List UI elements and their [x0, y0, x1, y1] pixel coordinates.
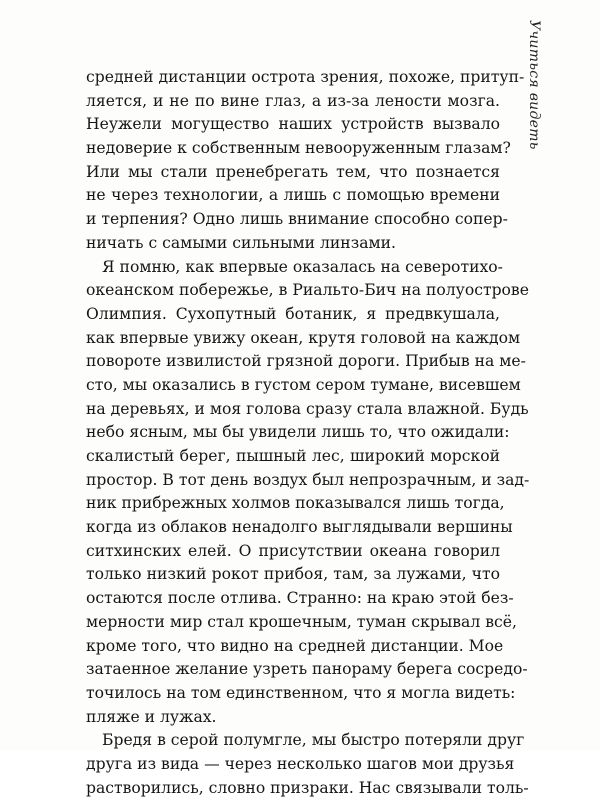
body-text	[86, 66, 530, 800]
paragraph-2	[86, 256, 530, 730]
text-line: пляже и лужах.	[86, 707, 217, 726]
text-line: друга из вида — через несколько шагов мои друзья	[86, 754, 515, 773]
text-line: не через технологии, а лишь с помощью времени	[86, 186, 500, 205]
text-line: сто, мы оказались в густом сером тумане, висевшем	[86, 375, 521, 394]
paragraph-3	[86, 729, 529, 800]
text-line: простор. В тот день воздух был непрозрачным, и зад-	[86, 470, 530, 489]
text-line: кроме того, что видно на средней дистанции. Мое	[86, 636, 504, 655]
text-line: небо ясным, мы бы увидели лишь то, что ожидали:	[86, 423, 510, 442]
text-line: повороте извилистой грязной дороги. Прибыв на ме-	[86, 352, 526, 371]
text-line: как впервые увижу океан, крутя головой на каждом	[86, 328, 521, 347]
text-line: океанском побережье, в Риальто-Бич на полуострове	[86, 281, 529, 300]
text-line: мерности мир стал крошечным, туман скрывал всё,	[86, 612, 517, 631]
text-line: остаются после отлива. Странно: на краю этой без-	[86, 589, 514, 608]
text-line: Или мы стали пренебрегать тем, что познается	[86, 162, 500, 181]
text-line: ник прибрежных холмов показывался лишь тогда,	[86, 494, 505, 513]
text-line: Я помню, как впервые оказалась на северотихо-	[102, 257, 503, 276]
running-head: Учиться видеть	[526, 20, 542, 150]
text-line: средней дистанции острота зрения, похоже, притуп-	[86, 68, 525, 86]
paragraph-1	[86, 66, 525, 256]
text-line: скалистый берег, пышный лес, широкий морской	[86, 447, 500, 465]
text-line: растворились, словно призраки. Нас связывали толь-	[86, 778, 529, 797]
text-line: только низкий рокот прибоя, там, за лужами, что	[86, 565, 500, 584]
text-line: точилось на том единственном, что я могла видеть:	[86, 683, 516, 702]
text-line: ситхинских елей. О присутствии океана говорил	[86, 541, 500, 560]
text-line: ляется, и не по вине глаз, а из-за лености мозга.	[86, 91, 500, 110]
text-line: Олимпия. Сухопутный ботаник, я предвкушала,	[86, 304, 500, 323]
text-line: Бредя в серой полумгле, мы быстро потеряли друг	[102, 731, 525, 750]
text-line: затаенное желание узреть панораму берега сосредо-	[86, 660, 528, 679]
text-line: и терпения? Одно лишь внимание способно сопер-	[86, 210, 508, 229]
text-line: на деревьях, и моя голова сразу стала влажной. Будь	[86, 399, 529, 418]
text-line: Неужели могущество наших устройств вызвало	[86, 115, 500, 134]
text-line: недоверие к собственным невооруженным глазам?	[86, 139, 511, 158]
text-line: когда из облаков ненадолго выглядывали вершины	[86, 518, 513, 537]
text-line: ничать с самыми сильными линзами.	[86, 233, 396, 252]
